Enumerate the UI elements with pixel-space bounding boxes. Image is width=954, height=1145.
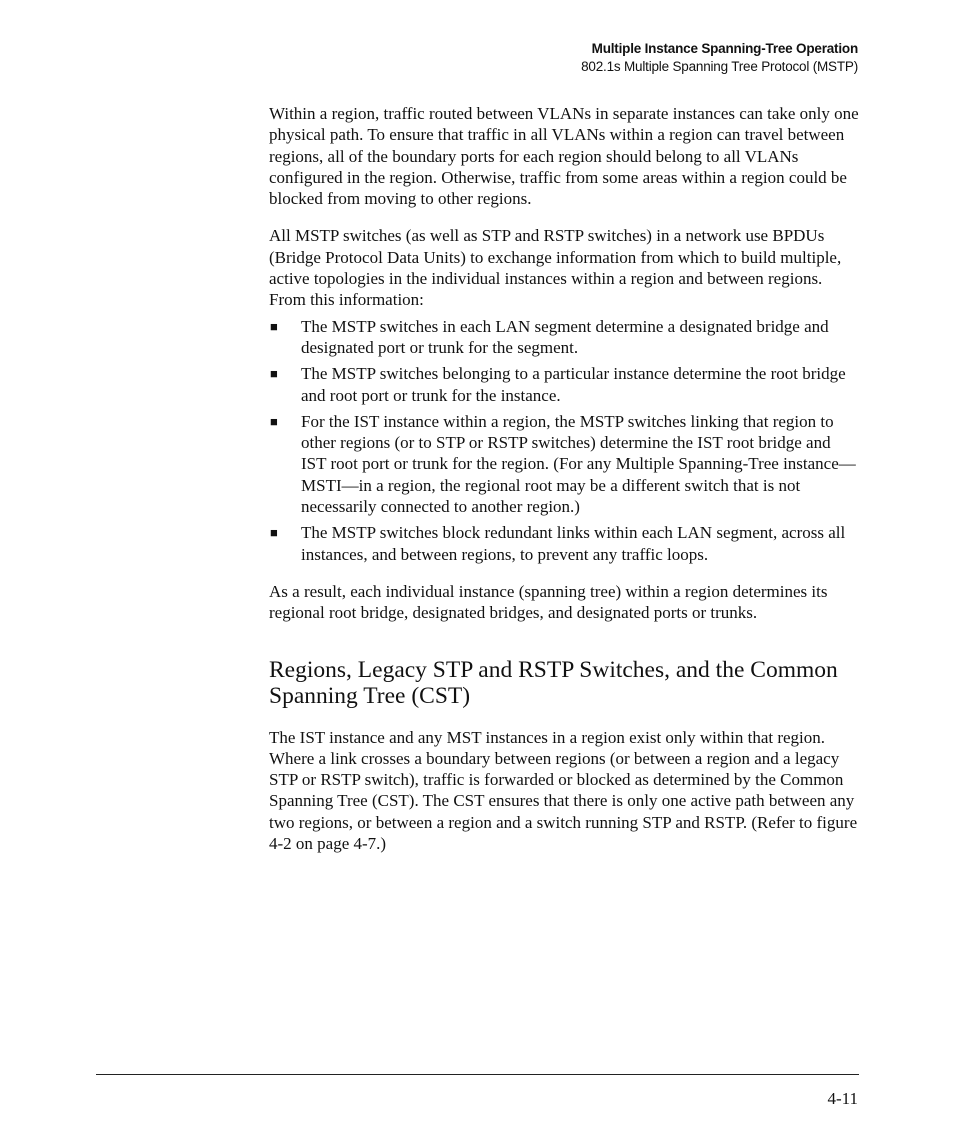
- square-bullet-icon: ■: [270, 366, 278, 382]
- paragraph-region-traffic: Within a region, traffic routed between VLANs in separate instances can take only one physical path. To ensure that traffic in all VLANs within a region can travel between regions, all of the boundary ports for each region should belong to all VLANs configured in the region. Otherwise, traffic from some areas within a region could be blocked from moving to other regions.: [269, 104, 859, 209]
- square-bullet-icon: ■: [270, 318, 278, 334]
- paragraph-cst: The IST instance and any MST instances in a region exist only within that region. Where a link crosses a boundary between regions (or between a region and a legacy STP or RSTP switch), traffic is forwarded or blocked as determined by the Common Spanning Tree (CST). The CST ensures that there is only one active path between any two regions, or between a region and a switch running STP and RSTP. (Refer to figure 4-2 on page 4-7.): [269, 727, 858, 854]
- list-item: [269, 411, 859, 517]
- list-item: [269, 363, 859, 406]
- square-bullet-icon: ■: [270, 413, 278, 429]
- list-item-text: For the IST instance within a region, the MSTP switches linking that region to other regions (or to STP or RSTP switches) determine the IST root bridge and IST root port or trunk for the region. (For any Multiple Spanning-Tree instance—MSTI—in a region, the regional root may be a different switch that is not necessarily connected to another region.): [301, 411, 856, 517]
- list-item-text: The MSTP switches block redundant links within each LAN segment, across all instances, and between regions, to prevent any traffic loops.: [301, 523, 846, 564]
- list-item-text: The MSTP switches in each LAN segment determine a designated bridge and designated port or trunk for the segment.: [301, 316, 829, 357]
- section-title: 802.1s Multiple Spanning Tree Protocol (MSTP): [581, 59, 858, 74]
- page-number: 4-11: [827, 1089, 858, 1108]
- square-bullet-icon: ■: [270, 525, 278, 541]
- chapter-title: Multiple Instance Spanning-Tree Operation: [591, 41, 858, 56]
- list-item-text: The MSTP switches belonging to a particular instance determine the root bridge and root port or trunk for the instance.: [301, 364, 846, 405]
- list-item: [269, 522, 859, 565]
- running-head: [581, 40, 858, 76]
- footer-divider: [96, 1074, 859, 1075]
- section-heading: Regions, Legacy STP and RSTP Switches, and the Common Spanning Tree (CST): [269, 656, 838, 709]
- list-item: [269, 316, 859, 359]
- paragraph-result: As a result, each individual instance (spanning tree) within a region determines its regional root bridge, designated bridges, and designated ports or trunks.: [269, 581, 828, 623]
- paragraph-bpdu-intro: All MSTP switches (as well as STP and RSTP switches) in a network use BPDUs (Bridge Protocol Data Units) to exchange information from which to build multiple, active topologies in the individual instances within a region and between regions. From this information:: [269, 226, 842, 310]
- bullet-list: [269, 316, 859, 565]
- page-content: [269, 103, 859, 854]
